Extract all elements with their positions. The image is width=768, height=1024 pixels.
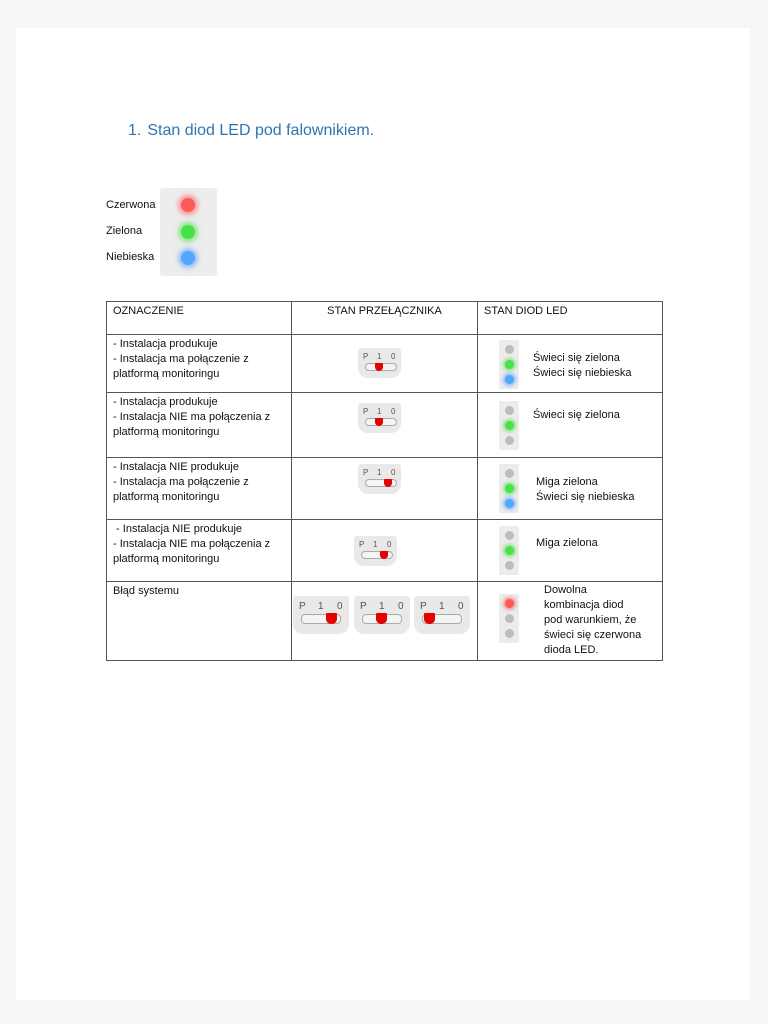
green-led-icon [505,484,514,493]
row-led-cell [478,582,663,661]
red-led-icon [505,599,514,608]
led-panel [499,526,519,575]
row-switch-cell [291,393,477,458]
table-row [107,458,663,520]
row-led-cell [478,393,663,458]
green-led-icon [505,421,514,430]
led-legend-panel [160,188,217,276]
table-header-row [107,302,663,335]
blue-led-icon [505,499,514,508]
led-status-text: Miga zielona Świeci się niebieska [536,476,635,503]
green-led-icon [505,360,514,369]
led-panel [499,340,519,389]
header-stan-przelacznika: STAN PRZEŁĄCZNIKA [291,302,477,335]
table-row [107,582,663,661]
heading-title: Stan diod LED pod falownikiem. [147,122,375,139]
switch-icon: P 1 0 [358,348,401,378]
led-panel [499,401,519,450]
gray-led-icon [505,629,514,638]
green-led-icon [181,225,195,239]
gray-led-icon [505,469,514,478]
gray-led-icon [505,436,514,445]
led-legend-labels [106,192,156,270]
gray-led-icon [505,561,514,570]
row-description: - Instalacja produkuje - Instalacja NIE ma połączenia z platformą monitoringu [107,393,292,458]
legend-label-blue: Niebieska [106,251,155,263]
heading-number: 1. [128,122,142,139]
row-switch-cell [291,582,477,661]
led-panel [499,464,519,513]
row-switch-cell [291,520,477,582]
legend-label-red: Czerwona [106,199,156,211]
led-status-text: Świeci się zielona [533,409,620,421]
blue-led-icon [505,375,514,384]
row-switch-cell [291,335,477,393]
blue-led-icon [181,251,195,265]
led-status-table [106,301,663,661]
legend-label-green: Zielona [106,225,143,237]
switch-icon: P 1 0 [358,403,401,433]
switch-icon: P 1 0 [354,596,410,634]
switch-icon: P 1 0 [358,464,401,494]
table-row [107,393,663,458]
row-description: - Instalacja produkuje - Instalacja ma połączenie z platformą monitoringu [107,335,292,393]
row-led-cell [478,520,663,582]
led-panel [499,594,519,643]
switch-icon: P 1 0 [414,596,470,634]
gray-led-icon [505,614,514,623]
table-row [107,335,663,393]
row-description: - Instalacja NIE produkuje - Instalacja ma połączenie z platformą monitoringu [107,458,292,520]
gray-led-icon [505,531,514,540]
row-description: Błąd systemu [107,582,292,661]
header-stan-diod-led: STAN DIOD LED [478,302,663,335]
row-switch-cell [291,458,477,520]
table-row [107,520,663,582]
green-led-icon [505,546,514,555]
led-status-text: Świeci się zielona Świeci się niebieska [533,352,632,379]
row-description: - Instalacja NIE produkuje - Instalacja NIE ma połączenia z platformą monitoringu [107,520,292,582]
led-status-text: Miga zielona [536,537,598,549]
gray-led-icon [505,406,514,415]
switch-icon: P 1 0 [354,536,397,566]
red-led-icon [181,198,195,212]
led-status-text: Dowolna kombinacja diod pod warunkiem, że świeci się czerwona dioda LED. [544,584,642,656]
switch-icon: P 1 0 [293,596,349,634]
row-led-cell [478,335,663,393]
row-led-cell [478,458,663,520]
header-oznaczenie: OZNACZENIE [107,302,292,335]
section-heading [128,122,374,140]
gray-led-icon [505,345,514,354]
